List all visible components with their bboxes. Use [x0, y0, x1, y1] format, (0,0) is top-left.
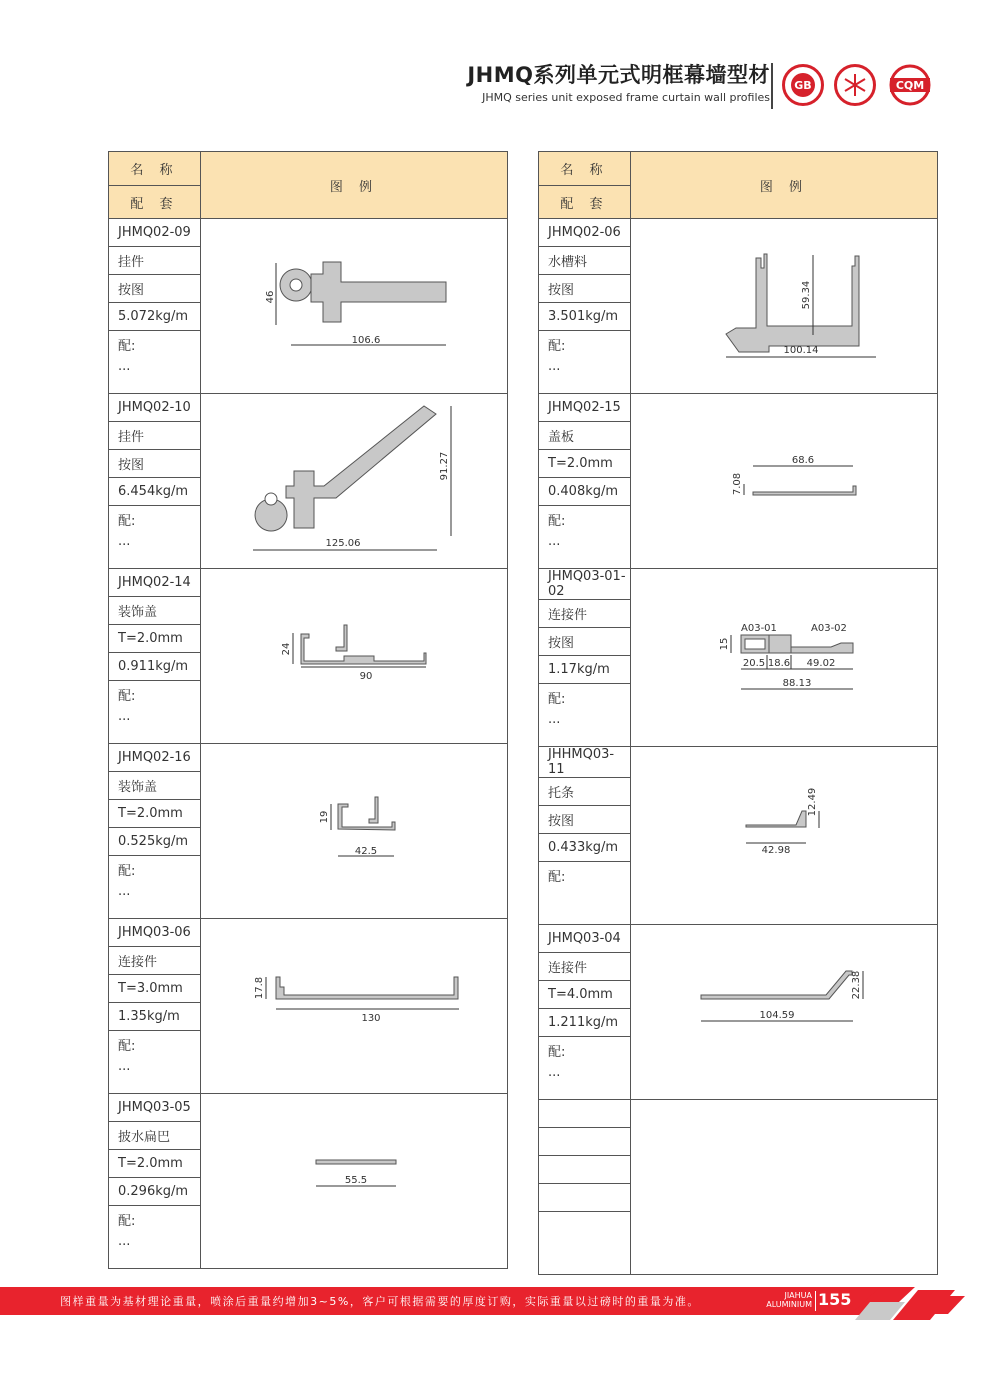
header-figure-cell: 图 例 [201, 152, 508, 219]
dim-label-a0301: A03-01 [741, 623, 777, 634]
profile-spec: T=2.0mm [109, 625, 201, 653]
config-label: 配: [118, 514, 136, 529]
profile-config [539, 684, 631, 747]
profile-config [109, 506, 201, 569]
config-label: 配: [118, 689, 136, 704]
config-more: ... [548, 359, 561, 374]
profile-drawing-jhhmq03-11 [631, 747, 936, 915]
profile-config [109, 681, 201, 744]
config-more: ... [118, 884, 131, 899]
page-number-divider [815, 1291, 816, 1311]
header-name-cell: 名 称 [539, 152, 631, 186]
certification-logos [782, 64, 934, 106]
profile-code: JHMQ03-04 [539, 925, 631, 953]
profile-code: JHMQ02-09 [109, 219, 201, 247]
dim-height: 12.49 [807, 787, 818, 817]
profile-figure [631, 219, 938, 394]
profile-spec: T=2.0mm [109, 800, 201, 828]
profile-name: 连接件 [539, 953, 631, 981]
profile-config [539, 331, 631, 394]
config-label: 配: [548, 514, 566, 529]
config-label: 配: [118, 864, 136, 879]
left-profile-table [108, 151, 508, 1269]
profile-weight: 0.911kg/m [109, 653, 201, 681]
page-number: 155 [818, 1290, 852, 1309]
profile-spec: 按图 [539, 275, 631, 303]
profile-figure [201, 744, 508, 919]
profile-code: JHMQ02-14 [109, 569, 201, 597]
dim-a: 20.5 [742, 658, 766, 669]
profile-name: 水槽料 [539, 247, 631, 275]
profile-weight: 1.211kg/m [539, 1009, 631, 1037]
dim-height: 19 [319, 810, 330, 824]
config-label: 配: [548, 339, 566, 354]
profile-code: JHMQ03-05 [109, 1094, 201, 1122]
page-title: JHMQ系列单元式明框幕墙型材 [467, 63, 770, 87]
header-config-cell: 配 套 [109, 186, 201, 219]
profile-name: 披水扁巴 [109, 1122, 201, 1150]
empty-cell [539, 1156, 631, 1184]
header-config-cell: 配 套 [539, 186, 631, 219]
dim-total: 88.13 [782, 678, 812, 689]
svg-text:CQM: CQM [895, 79, 925, 92]
profile-name: 挂件 [109, 422, 201, 450]
empty-cell [539, 1184, 631, 1212]
dim-height: 15 [719, 637, 730, 651]
dim-label-a0302: A03-02 [811, 623, 847, 634]
profile-spec: T=2.0mm [539, 450, 631, 478]
dim-height: 24 [281, 642, 292, 656]
profile-weight: 0.433kg/m [539, 834, 631, 862]
dim-b: 18.6 [767, 658, 791, 669]
profile-spec: 按图 [539, 628, 631, 656]
profile-drawing-jhmq02-06 [631, 219, 936, 387]
config-more: ... [548, 1065, 561, 1080]
profile-config [109, 1031, 201, 1094]
footer-note: 图样重量为基材理论重量，喷涂后重量约增加3~5%，客户可根据需要的厚度订购，实际重量以过磅时的重量为准。 [60, 1295, 700, 1308]
dim-height: 22.38 [851, 970, 862, 1000]
dim-height: 17.8 [254, 976, 265, 1000]
profile-code: JHMQ03-01-02 [539, 569, 631, 600]
profile-drawing-jhmq02-15 [631, 394, 936, 562]
profile-config [539, 1037, 631, 1100]
profile-figure [631, 925, 938, 1100]
dim-width: 42.98 [761, 845, 791, 856]
profile-config [109, 1206, 201, 1269]
dim-width: 100.14 [783, 345, 819, 356]
profile-code: JHMQ02-15 [539, 394, 631, 422]
profile-code: JHMQ02-06 [539, 219, 631, 247]
profile-config [109, 331, 201, 394]
config-more: ... [118, 1059, 131, 1074]
page-header [0, 62, 770, 104]
profile-spec: 按图 [109, 275, 201, 303]
dim-height: 91.27 [439, 451, 450, 481]
profile-weight: 0.525kg/m [109, 828, 201, 856]
empty-cell [539, 1212, 631, 1275]
header-figure-cell: 图 例 [631, 152, 938, 219]
empty-cell [539, 1100, 631, 1128]
profile-name: 装饰盖 [109, 772, 201, 800]
profile-figure [201, 394, 508, 569]
brand-line1: JIAHUA [784, 1291, 812, 1300]
profile-weight: 5.072kg/m [109, 303, 201, 331]
dim-height: 59.34 [801, 280, 812, 310]
dim-height: 7.08 [732, 472, 743, 496]
dim-c: 49.02 [806, 658, 836, 669]
empty-cell [539, 1128, 631, 1156]
profile-figure [631, 569, 938, 747]
profile-name: 连接件 [109, 947, 201, 975]
brand-line2: ALUMINIUM [766, 1300, 812, 1309]
profile-spec: 按图 [539, 806, 631, 834]
profile-figure [631, 394, 938, 569]
config-label: 配: [548, 1045, 566, 1060]
profile-weight: 6.454kg/m [109, 478, 201, 506]
profile-weight: 1.35kg/m [109, 1003, 201, 1031]
dim-width: 90 [359, 671, 373, 682]
profile-spec: T=3.0mm [109, 975, 201, 1003]
config-label: 配: [548, 692, 566, 707]
profile-spec: T=2.0mm [109, 1150, 201, 1178]
config-more: ... [118, 534, 131, 549]
profile-config [539, 862, 631, 925]
profile-drawing-jhmq03-01-02 [631, 569, 936, 737]
config-label: 配: [118, 339, 136, 354]
empty-figure [631, 1100, 938, 1275]
header-divider [771, 63, 773, 109]
profile-drawing-jhmq02-14 [201, 569, 506, 737]
dim-width: 106.6 [351, 335, 381, 346]
profile-name: 托条 [539, 778, 631, 806]
config-more: ... [548, 534, 561, 549]
profile-code: JHMQ03-06 [109, 919, 201, 947]
dim-width: 104.59 [759, 1010, 795, 1021]
profile-config [539, 506, 631, 569]
profile-drawing-jhmq02-09 [201, 219, 506, 387]
profile-code: JHHMQ03-11 [539, 747, 631, 778]
profile-drawing-jhmq03-04 [631, 925, 936, 1093]
dim-width: 125.06 [325, 538, 361, 549]
profile-figure [631, 747, 938, 925]
snowflake-seal-icon [834, 64, 876, 106]
profile-drawing-jhmq03-05 [201, 1094, 506, 1262]
profile-figure [201, 919, 508, 1094]
dim-width: 55.5 [344, 1175, 368, 1186]
profile-name: 装饰盖 [109, 597, 201, 625]
dim-height: 46 [265, 290, 276, 304]
profile-spec: T=4.0mm [539, 981, 631, 1009]
profile-spec: 按图 [109, 450, 201, 478]
profile-weight: 1.17kg/m [539, 656, 631, 684]
profile-name: 挂件 [109, 247, 201, 275]
profile-figure [201, 219, 508, 394]
profile-figure [201, 1094, 508, 1269]
profile-name: 连接件 [539, 600, 631, 628]
dim-width: 68.6 [791, 455, 815, 466]
profile-name: 盖板 [539, 422, 631, 450]
svg-text:GB: GB [794, 79, 812, 92]
profile-code: JHMQ02-10 [109, 394, 201, 422]
dim-width: 130 [361, 1013, 381, 1024]
profile-config [109, 856, 201, 919]
profile-code: JHMQ02-16 [109, 744, 201, 772]
profile-drawing-jhmq03-06 [201, 919, 506, 1087]
config-more: ... [548, 712, 561, 727]
footer-brand [756, 1291, 812, 1309]
cqm-logo-icon [886, 64, 934, 106]
profile-drawing-jhmq02-10 [201, 394, 506, 562]
config-label: 配: [548, 870, 566, 885]
header-name-cell: 名 称 [109, 152, 201, 186]
config-more: ... [118, 709, 131, 724]
profile-weight: 0.296kg/m [109, 1178, 201, 1206]
page-subtitle: JHMQ series unit exposed frame curtain wall profiles [482, 91, 770, 104]
profile-weight: 3.501kg/m [539, 303, 631, 331]
profile-drawing-jhmq02-16 [201, 744, 506, 912]
profile-figure [201, 569, 508, 744]
gb-logo-icon [782, 64, 824, 106]
config-more: ... [118, 359, 131, 374]
config-label: 配: [118, 1214, 136, 1229]
right-profile-table [538, 151, 938, 1275]
dim-width: 42.5 [354, 846, 378, 857]
profile-weight: 0.408kg/m [539, 478, 631, 506]
config-more: ... [118, 1234, 131, 1249]
config-label: 配: [118, 1039, 136, 1054]
